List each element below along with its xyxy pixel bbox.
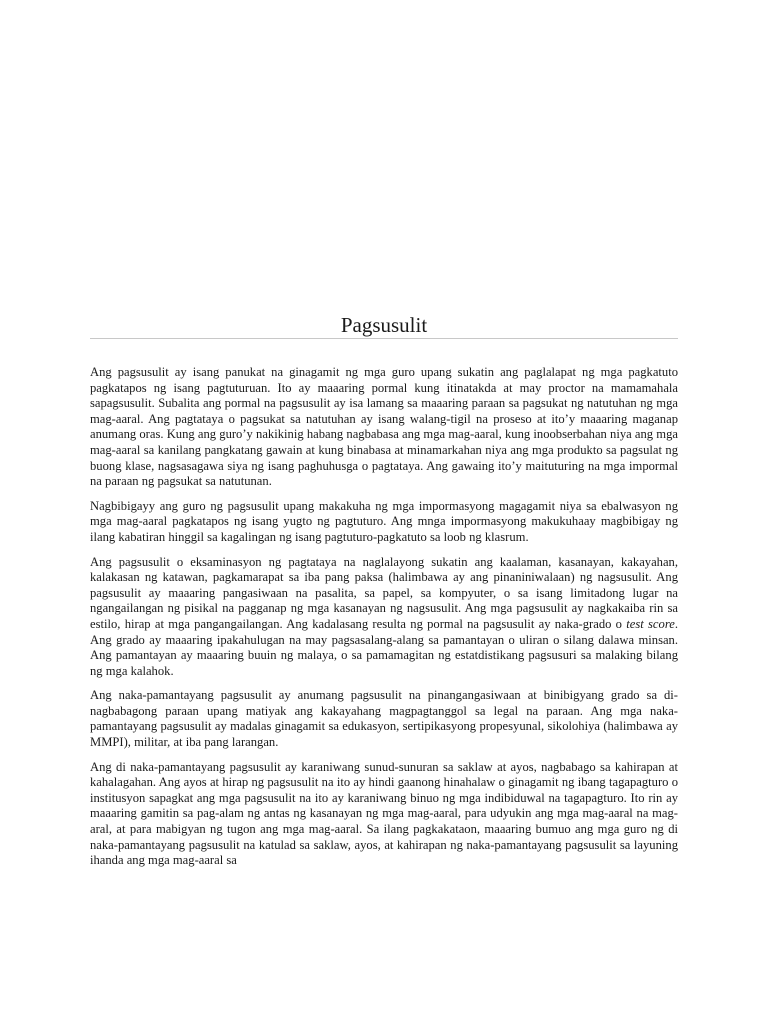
paragraph-2: Nagbibigayy ang guro ng pagsusulit upang makakuha ng mga impormasyong magagamit niya sa ebalwasyon ng mga mag-aaral pagkatapos ng isang yugto ng pagtuturo. Ang mnga impormasyong makukuhaay magbibigay ng ilang kabatiran hinggil sa kagalingan ng isang pagtuturo-pagkatuto sa loob ng klasrum. <box>90 498 678 544</box>
paragraph-3 <box>90 555 678 680</box>
paragraph-1: Ang pagsusulit ay isang panukat na ginagamit ng mga guro upang sukatin ang paglalapat ng mga pagkatuto pagkatapos ng isang pagtuturuan. Ito ay maaaring pormal kung itinatakda at may proctor na mamamahala sapagsusulit. Subalita ang pormal na pagsusulit ay isa lamang sa maaaring paraan sa pagsukat ng natutuhan ng mga mag-aaral. Ang pagtataya o pagsukat sa natutuhan ay isang walang-tigil na proseso at ito’y maaaring maganap anumang oras. Kung ang guro’y nakikinig habang nagbabasa ang mga mag-aaral, kung inoobserbahan niya ang mga mag-aaral sa kanilang pangkatang gawain at kung binabasa at minamarkahan niya ang mga produkto sa pagsulat ng buong klase, nagsasagawa siya ng isang paghuhusga o pagtataya. Ang gawaing ito’y maituturing na mga impormal na paraan ng pagsukat sa natutunan. <box>90 365 678 489</box>
paragraph-5: Ang di naka-pamantayang pagsusulit ay karaniwang sunud-sunuran sa saklaw at ayos, nagbabago sa kahirapan at kahalagahan. Ang ayos at hirap ng pagsusulit na ito ay hindi gaanong hinahalaw o ginagamit ng ibang tagapagturo o institusyon sapagkat ang mga pagsusulit na ito ay karaniwang binuo ng mga indibiduwal na tagapagturo. Ito rin ay maaaring gamitin sa pag-alam ng antas ng kasanayan ng mga mag-aaral, para udyukin ang mga mag-aaral na mag-aral, at para mabigyan ng tugon ang mga mag-aaral. Sa ilang pagkakataon, maaaring bumuo ang mga guro ng di naka-pamantayang pagsusulit na katulad sa saklaw, ayos, at kahirapan ng naka-pamantayang pagsusulit sa layuning ihanda ang mga mag-aaral sa <box>90 759 678 868</box>
paragraph-3-text-after: . Ang grado ay maaaring ipakahulugan na may pagsasalang-alang sa pamantayan o uliran o silang dalawa minsan. Ang pamantayan ay maaaring buuin ng malaya, o sa pamamagitan ng estatdistikang pagsusuri sa malaking bilang ng mga kalahok. <box>90 616 678 678</box>
paragraph-3-text-before: Ang pagsusulit o eksaminasyon ng pagtataya na naglalayong sukatin ang kaalaman, kasanayan, kakayahan, kalakasan ng katawan, pagkamarapat sa iba pang paksa (halimbawa ay ang pinaniniwalaan) ng nagsusulit. Ang pagsusulit ay maaaring pangasiwaan na pasalita, sa papel, sa kompyuter, o sa isang limitadong lugar na ngangailangan ng pisikal na pagganap ng mga kasanayan ng nagsusulit. Ang mga pagsusulit ay nagkakaiba rin sa estilo, hirap at mga pangangailangan. Ang kadalasang resulta ng pormal na pagsusulit ay naka-grado o <box>90 554 678 631</box>
title-divider <box>90 338 678 339</box>
document-body <box>90 365 678 878</box>
paragraph-3-italic-term: test score <box>626 616 675 631</box>
page-title: Pagsusulit <box>340 313 428 337</box>
paragraph-4: Ang naka-pamantayang pagsusulit ay anumang pagsusulit na pinangangasiwaan at binibigyang grado sa di-nagbabagong paraan upang matiyak ang kakayahang magpagtanggol sa legal na paraan. Ang mga naka-pamantayang pagsusulit ay madalas ginagamit sa edukasyon, sertipikasyong propesyunal, sikolohiya (halimbawa ay MMPI), militar, at iba pang larangan. <box>90 688 678 750</box>
